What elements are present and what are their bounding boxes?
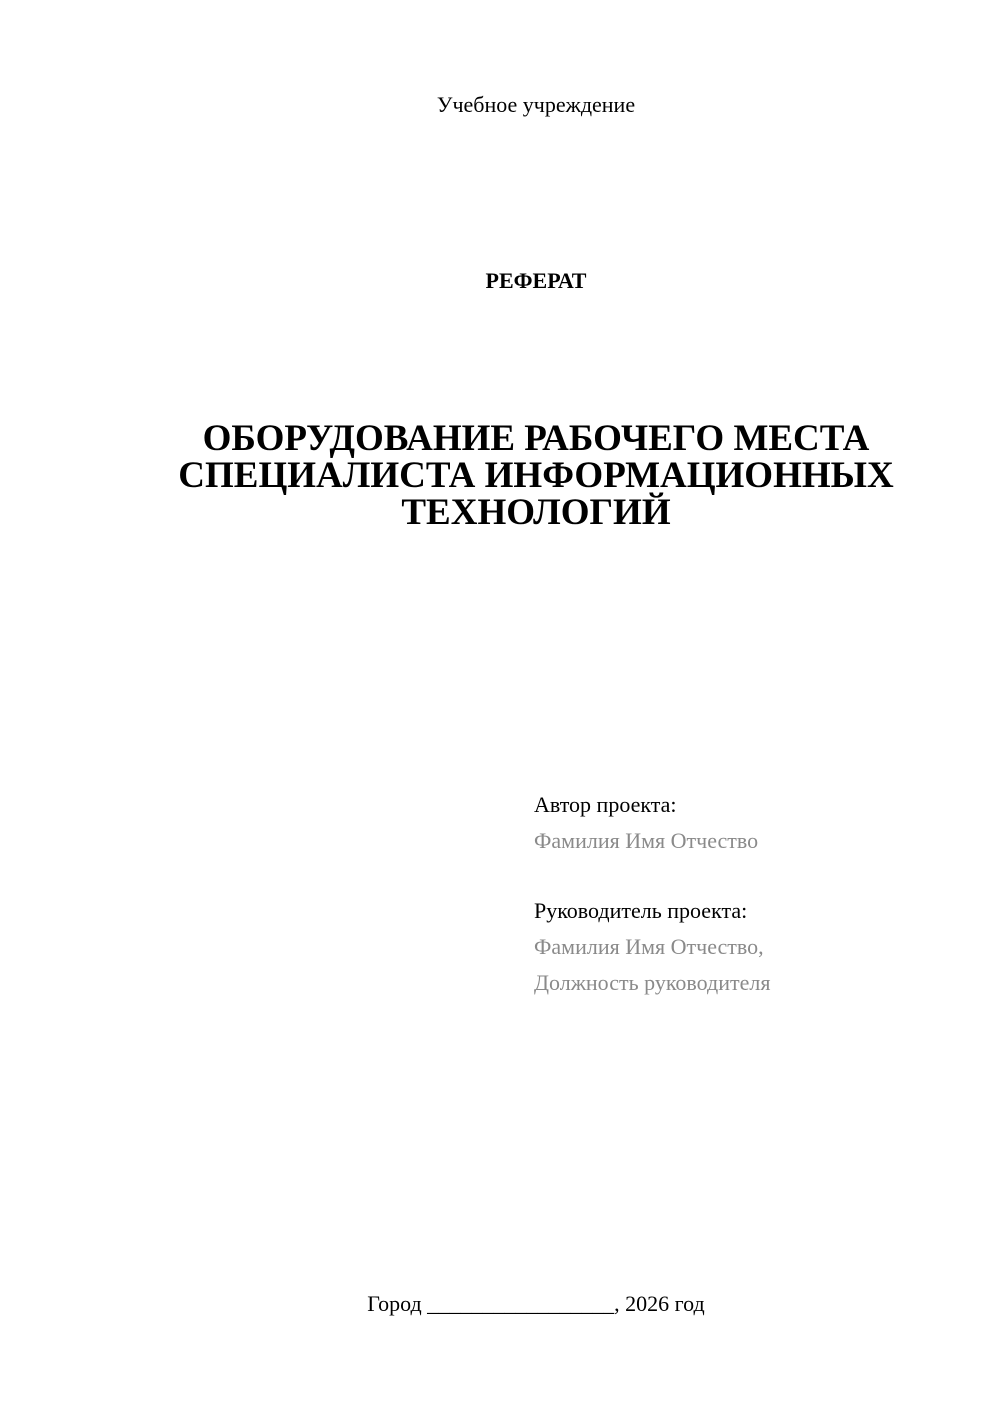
city-year-line: Город _________________, 2026 год [367, 1291, 705, 1316]
project-info [534, 787, 974, 1001]
supervisor-label: Руководитель проекта: [534, 898, 748, 923]
author-name: Фамилия Имя Отчество [534, 828, 759, 853]
document-title-line: ТЕХНОЛОГИЙ [401, 492, 671, 533]
author-label: Автор проекта: [534, 792, 677, 817]
document-type: РЕФЕРАТ [485, 268, 587, 293]
info-spacer [534, 859, 974, 893]
institution-name: Учебное учреждение [436, 92, 636, 117]
document-title-line: ОБОРУДОВАНИЕ РАБОЧЕГО МЕСТА [202, 418, 870, 459]
supervisor-name: Фамилия Имя Отчество, [534, 934, 764, 959]
supervisor-position: Должность руководителя [534, 970, 771, 995]
document-title-line: СПЕЦИАЛИСТА ИНФОРМАЦИОННЫХ [178, 455, 894, 496]
document-title [0, 420, 1000, 531]
